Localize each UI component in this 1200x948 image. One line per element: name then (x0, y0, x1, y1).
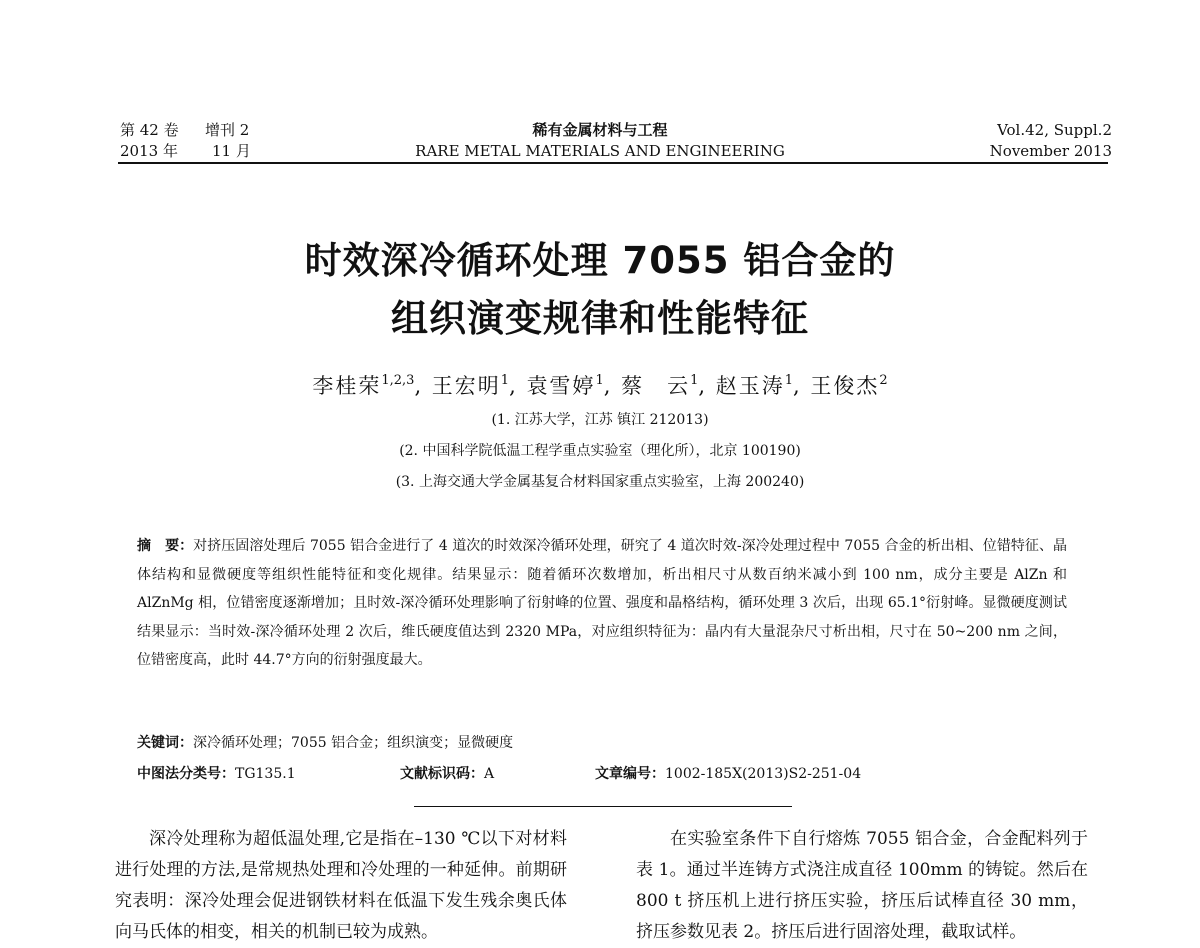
author-affiliation-mark: 1 (595, 373, 604, 388)
article-number-value: 1002-185X(2013)S2-251-04 (665, 766, 862, 782)
paper-title-line-2: 组织演变规律和性能特征 (391, 297, 809, 340)
author-affiliation-mark: 1,2,3 (381, 373, 415, 388)
keywords-label: 关键词： (137, 735, 193, 751)
affiliation-3: (3. 上海交通大学金属基复合材料国家重点实验室，上海 200240) (395, 474, 805, 490)
header-volume: 第 42 卷 (120, 121, 179, 139)
journal-title-en: RARE METAL MATERIALS AND ENGINEERING (415, 142, 785, 160)
author-name: 袁雪婷 (526, 374, 596, 398)
clc-label: 中图法分类号： (137, 766, 235, 782)
paper-title-line-1: 时效深冷循环处理 7055 铝合金的 (304, 239, 896, 282)
document-code-value: A (484, 766, 495, 782)
section-divider (414, 806, 792, 807)
author-name: 王俊杰 (810, 374, 880, 398)
author-name: 蔡 云 (621, 374, 691, 398)
abstract (137, 532, 1067, 675)
document-code (400, 764, 494, 784)
clc-value: TG135.1 (235, 766, 296, 782)
document-code-label: 文献标识码： (400, 766, 484, 782)
author-list: 李桂荣$^{1,2,3}$, 王宏明$^1$, 袁雪婷$^1$, 蔡 云$^1$, 赵玉涛$^1$, 王俊杰$^2$ (312, 373, 888, 398)
abstract-text: 对挤压固溶处理后 7055 铝合金进行了 4 道次的时效深冷循环处理，研究了 4 道次时效-深冷处理过程中 7055 合金的析出相、位错特征、晶体结构和显微硬度等组织性能特征和变化规律。结果显示：随着循环次数增加，析出相尺寸从数百纳米减小到 100 nm，成分主要是 AlZn 和 AlZnMg 相，位错密度逐渐增加；且时效-深冷循环处理影响了衍射峰的位置、强度和晶格结构，循环处理 3 次后，出现 65.1°衍射峰。显微硬度测试结果显示：当时效-深冷循环处理 2 次后，维氏硬度值达到 2320 MPa，对应组织特征为：晶内有大量混杂尺寸析出相，尺寸在 50~200 nm 之间，位错密度高，此时 44.7°方向的衍射强度最大。 (137, 538, 1068, 669)
author-name: 李桂荣 (312, 374, 382, 398)
header-year: 2013 年 (120, 142, 178, 160)
header-issue: 增刊 2 (205, 121, 250, 139)
author-affiliation-mark: 1 (500, 373, 510, 388)
body-column-right: 在实验室条件下自行熔炼 7055 铝合金，合金配料列于表 1。通过半连铸方式浇注成直径 100mm 的铸锭。然后在 800 t 挤压机上进行挤压实验，挤压后试棒直径 30 mm，挤压参数见表 2。挤压后进行固溶处理，截取试样。 (636, 829, 1088, 942)
keywords (137, 733, 513, 753)
author-affiliation-mark: 1 (784, 373, 793, 388)
author-affiliation-mark: 2 (879, 373, 888, 388)
affiliation-1: (1. 江苏大学，江苏 镇江 212013) (491, 412, 709, 428)
author-affiliation-mark: 1 (690, 373, 699, 388)
author-name: 赵玉涛 (715, 374, 785, 398)
article-number-label: 文章编号： (595, 766, 665, 782)
abstract-label: 摘 要： (137, 538, 194, 554)
author-name: 王宏明 (431, 374, 501, 398)
body-column-left: 深冷处理称为超低温处理,它是指在–130 ℃以下对材料进行处理的方法,是常规热处理和冷处理的一种延伸。前期研究表明：深冷处理会促进钢铁材料在低温下发生残余奥氏体向马氏体的相变，相关的机制已较为成熟。 (115, 829, 567, 942)
keywords-text: 深冷循环处理；7055 铝合金；组织演变；显微硬度 (193, 735, 514, 751)
header-month: 11 月 (212, 142, 251, 160)
header-rule (118, 162, 1108, 164)
article-number (595, 764, 861, 784)
header-vol-en: Vol.42, Suppl.2 (997, 121, 1112, 139)
clc-number (137, 764, 296, 784)
journal-title-cn: 稀有金属材料与工程 (532, 121, 668, 139)
affiliation-2: (2. 中国科学院低温工程学重点实验室（理化所），北京 100190) (399, 443, 801, 459)
header-date-en: November 2013 (989, 142, 1112, 160)
